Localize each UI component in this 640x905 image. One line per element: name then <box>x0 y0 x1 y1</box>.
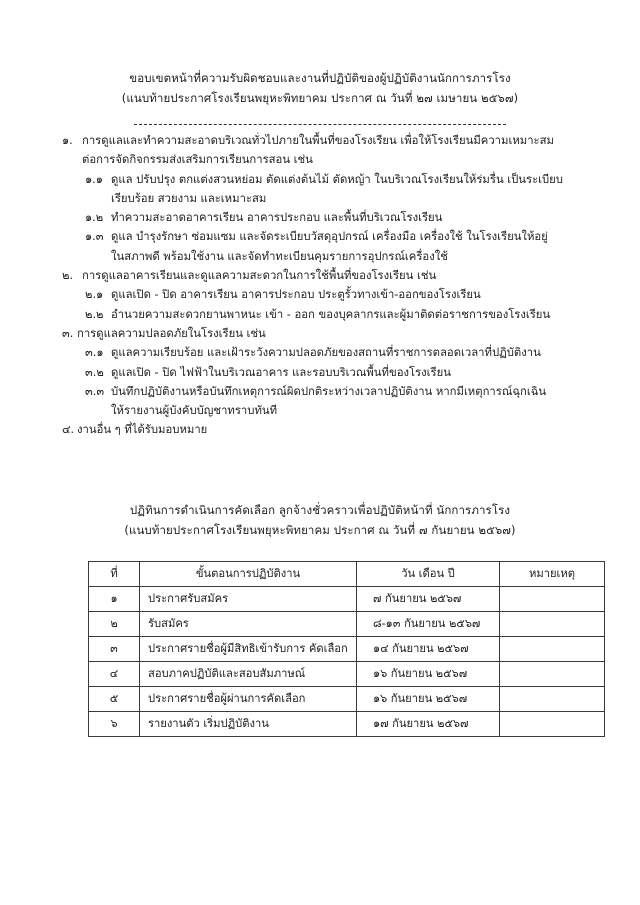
cell-step: สอบภาคปฏิบัติและสอบสัมภาษณ์ <box>140 662 357 687</box>
cell-step: ประกาศรายชื่อผู้มีสิทธิเข้ารับการ คัดเลือก <box>140 637 357 662</box>
list-item-number: ๓. <box>62 326 74 340</box>
list-item-text <box>111 305 582 324</box>
list-item <box>62 324 582 343</box>
table-header-row <box>89 562 605 587</box>
calendar-title: ปฏิทินการดำเนินการคัดเลือก ลูกจ้างชั่วคราวเพื่อปฏิบัติหน้าที่ นักการภารโรง <box>129 503 511 517</box>
list-item-text <box>82 131 582 170</box>
cell-step: รายงานตัว เริ่มปฏิบัติงาน <box>140 712 357 737</box>
cell-date: ๑๖ กันยายน ๒๕๖๗ <box>357 662 500 687</box>
list-item-text <box>77 324 582 343</box>
list-item <box>85 227 582 266</box>
list-item-text <box>111 208 582 227</box>
cell-step: ประกาศรับสมัคร <box>140 587 357 612</box>
list-item <box>85 285 582 304</box>
list-item-number: ๒.๒ <box>85 307 104 321</box>
list-item <box>62 131 582 170</box>
list-item-text <box>111 343 582 362</box>
cell-no: ๖ <box>89 712 140 737</box>
list-item-line: ดูแล บำรุงรักษา ซ่อมแซม และจัดระเบียบวัสดุอุปกรณ์ เครื่องมือ เครื่องใช้ ในโรงเรียนให้อยู่ <box>111 230 548 244</box>
cell-no: ๓ <box>89 637 140 662</box>
cell-remark <box>500 687 605 712</box>
list-item-line: เรียบร้อย สวยงาม และเหมาะสม <box>111 191 267 205</box>
list-item-text <box>111 285 582 304</box>
separator-line <box>134 124 506 125</box>
list-item-number: ๑.๒ <box>85 211 104 225</box>
list-item <box>85 363 582 382</box>
list-item-number: ๑.๑ <box>85 172 103 186</box>
section1-heading-block <box>0 68 640 108</box>
cell-no: ๔ <box>89 662 140 687</box>
list-item-line: ทำความสะอาดอาคารเรียน อาคารประกอบ และพื้นที่บริเวณโรงเรียน <box>111 211 443 225</box>
list-item-line: ดูแลความเรียบร้อย และเฝ้าระวังความปลอดภัยของสถานที่ราชการตลอดเวลาที่ปฏิบัติงาน <box>111 346 541 360</box>
list-item-text <box>82 266 582 285</box>
selection-calendar-table <box>88 561 605 737</box>
table-row <box>89 687 605 712</box>
table-row <box>89 662 605 687</box>
list-item-line: ดูแลเปิด - ปิด ไฟฟ้าในบริเวณอาคาร และรอบบริเวณพื้นที่ของโรงเรียน <box>111 365 451 379</box>
list-item-line: บันทึกปฏิบัติงานหรือบันทึกเหตุการณ์ผิดปกติระหว่างเวลาปฏิบัติงาน หากมีเหตุการณ์ฉุกเฉิน <box>111 384 547 398</box>
table-row <box>89 712 605 737</box>
list-item <box>85 170 582 209</box>
cell-date: ๑๖ กันยายน ๒๕๖๗ <box>357 687 500 712</box>
cell-date: ๗ กันยายน ๒๕๖๗ <box>357 587 500 612</box>
list-item-text <box>77 420 582 439</box>
cell-remark <box>500 612 605 637</box>
section2-heading-block <box>0 500 640 540</box>
list-item <box>62 266 582 285</box>
list-item <box>85 305 582 324</box>
list-item <box>85 343 582 362</box>
cell-date: ๑๔ กันยายน ๒๕๖๗ <box>357 637 500 662</box>
list-item-number: ๓.๒ <box>85 365 104 379</box>
list-item-text <box>111 170 582 209</box>
page-title: ขอบเขตหน้าที่ความรับผิดชอบและงานที่ปฏิบัติของผู้ปฏิบัติงานนักการภารโรง <box>129 71 511 85</box>
cell-step: รับสมัคร <box>140 612 357 637</box>
list-item-text <box>111 227 582 266</box>
list-item-number: ๑. <box>62 134 73 147</box>
cell-remark <box>500 637 605 662</box>
table-row <box>89 612 605 637</box>
list-item-line: การดูแลและทำความสะอาดบริเวณทั่วไปภายในพื้นที่ของโรงเรียน เพื่อให้โรงเรียนมีความเหมาะสม <box>82 134 554 147</box>
list-item-number: ๓.๑ <box>85 346 104 360</box>
list-item-number: ๔. <box>62 423 75 437</box>
page-subtitle: (แนบท้ายประกาศโรงเรียนพยุหะพิทยาคม ประกาศ ณ วันที่ ๒๗ เมษายน ๒๕๖๗) <box>121 91 519 105</box>
table-header <box>89 562 605 587</box>
list-item-line: อำนวยความสะดวกยานพาหนะ เข้า - ออก ของบุคลากรและผู้มาติดต่อราชการของโรงเรียน <box>111 307 551 321</box>
cell-date: ๘-๑๓ กันยายน ๒๕๖๗ <box>357 612 500 637</box>
table-row <box>89 637 605 662</box>
list-item-line: ในสภาพดี พร้อมใช้งาน และจัดทำทะเบียนคุมรายการอุปกรณ์เครื่องใช้ <box>111 249 448 263</box>
list-item-line: ดูแล ปรับปรุง ตกแต่งสวนหย่อม ตัดแต่งต้นไม้ ตัดหญ้า ในบริเวณโรงเรียนให้ร่มรื่น เป็นระเบียบ <box>111 172 563 186</box>
calendar-subtitle: (แนบท้ายประกาศโรงเรียนพยุหะพิทยาคม ประกาศ ณ วันที่ ๗ กันยายน ๒๕๖๗) <box>124 523 516 537</box>
list-item-number: ๑.๓ <box>85 230 104 244</box>
cell-no: ๕ <box>89 687 140 712</box>
table-body <box>89 587 605 737</box>
duties-list <box>62 131 582 440</box>
column-header-remark: หมายเหตุ <box>500 562 605 587</box>
cell-date: ๑๗ กันยายน ๒๕๖๗ <box>357 712 500 737</box>
list-item-number: ๓.๓ <box>85 384 105 398</box>
column-header-step: ขั้นตอนการปฏิบัติงาน <box>140 562 357 587</box>
cell-no: ๑ <box>89 587 140 612</box>
cell-no: ๒ <box>89 612 140 637</box>
list-item-text <box>111 382 582 421</box>
cell-remark <box>500 712 605 737</box>
list-item-line: การดูแลความปลอดภัยในโรงเรียน เช่น <box>77 326 266 340</box>
column-header-no: ที่ <box>89 562 140 587</box>
list-item-line: งานอื่น ๆ ที่ได้รับมอบหมาย <box>77 423 208 437</box>
column-header-date: วัน เดือน ปี <box>357 562 500 587</box>
cell-step: ประกาศรายชื่อผู้ผ่านการคัดเลือก <box>140 687 357 712</box>
list-item-line: การดูแลอาคารเรียนและดูแลความสะดวกในการใช้พื้นที่ของโรงเรียน เช่น <box>82 269 437 283</box>
table-row <box>89 587 605 612</box>
list-item-line: ต่อการจัดกิจกรรมส่งเสริมการเรียนการสอน เช่น <box>82 153 313 167</box>
list-item-line: ให้รายงานผู้บังคับบัญชาทราบทันที <box>111 404 278 418</box>
list-item-number: ๒.๑ <box>85 288 104 302</box>
list-item-text <box>111 363 582 382</box>
list-item <box>85 208 582 227</box>
list-item-line: ดูแลเปิด - ปิด อาคารเรียน อาคารประกอบ ประตูรั้วทางเข้า-ออกของโรงเรียน <box>111 288 481 302</box>
cell-remark <box>500 587 605 612</box>
cell-remark <box>500 662 605 687</box>
list-item <box>85 382 582 421</box>
list-item <box>62 420 582 439</box>
list-item-number: ๒. <box>62 269 74 283</box>
